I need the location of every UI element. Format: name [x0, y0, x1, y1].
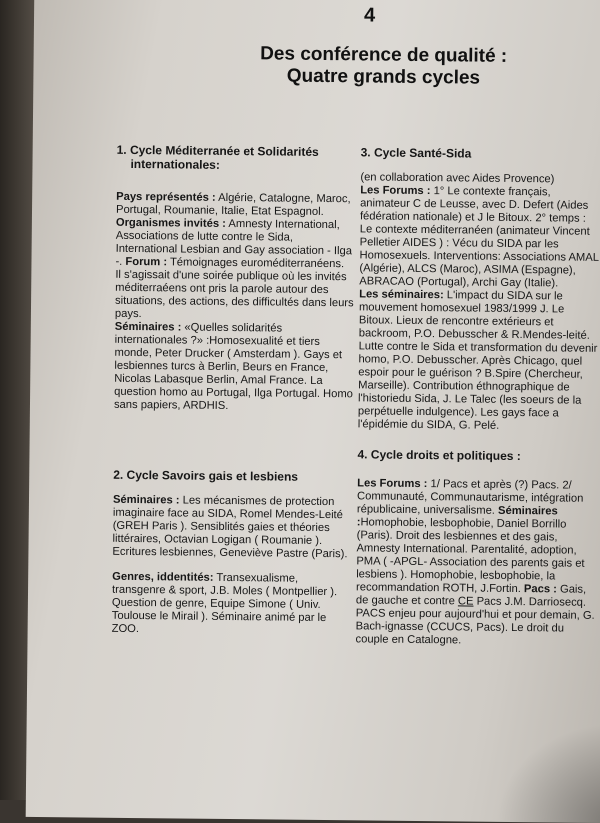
section-3: [358, 145, 600, 433]
title-line-2: Quatre grands cycles: [286, 65, 481, 89]
s4-seminaires-label: Séminaires :: [356, 504, 558, 529]
org-text: Amnesty International, Associations de lutte contre le Sida, International Lesbian and Gay association - Ilga -.: [115, 217, 353, 268]
s3-forums-paragraph: [359, 184, 600, 291]
forum-description: Il s'agissait d'une soirée publique où les invités méditerraéens ont pris la parole autour des situations, des actions, des difficultés dans leurs pays.: [114, 268, 354, 321]
genres-text: Transexualisme, transgenre & sport, J.B. Moles ( Montpellier ). Question de genre, Equipe Simone ( Univ. Toulouse le Mirail ). Séminaire animé par le ZOO.: [111, 571, 338, 636]
s4-seminaires-text: Homophobie, lesbophobie, Daniel Borrillo (Paris). Droit des lesbiennes et des gais, Amnesty International. Parentalité, adoption, PMA ( -APGL- Association des parents gais et lesbiens ). Homophobie, lesbophobie, la recommandation ROTH, J.Fortin.: [356, 516, 585, 596]
forum-text: Témoignages euroméditerranéens.: [167, 256, 345, 271]
seminaires-text: «Quelles solidarités internationales ?» :Homosexualité et tiers monde, Peter Drucker ( Amsterdam ). Gays et lesbiennes turcs à Berlin, Beurs en France, Nicolas Labasque Berlin, Amal France. La question homo au Portugal, Ilga Portugal. Homo sans papiers, ARDHIS.: [113, 321, 353, 412]
pays-paragraph: [115, 191, 356, 272]
section-1-heading-line-2: internationales:: [130, 156, 220, 172]
section-2: [112, 468, 354, 639]
pays-text: Algérie, Catalogne, Maroc, Portugal, Roumanie, Italie, Etat Espagnol.: [115, 191, 351, 218]
title-line-1: Des conférence de qualité :: [260, 43, 508, 67]
s3-forums-text: 1° Le contexte français, animateur C de Leusse, avec D. Defert (Aides fédération nationale) et J le Bitoux. 2° temps : Le contexte méditerranéen (animateur Vincent Pelletier AIDES ) : Vécu du SIDA par les Homosexuels. Interventions: Associations AMAL (Algérie), ALCS (Maroc), ASIMA (Espagne), ABRACAO (Portugal), Archi Gay (Italie).: [359, 185, 599, 290]
section-1-heading: [116, 143, 356, 174]
page-number: 4: [363, 4, 376, 27]
s3-seminaires-text: L'impact du SIDA sur le mouvement homosexuel 1983/1999 J. Le Bitoux. Lieux de rencontre extérieurs et backroom, P.O. Debusscher & R.Mendes-leité. Lutte contre le Sida et transformation du devenir homo, P.O. Debusscher. Après Chicago, quel espoir pour le guérison ? B.Spire (Chercheur, Marseille). Contribution éthnographique de l'historiedu Sida, J. Le Talec (les soeurs de la perpétuelle indulgence). Les gays face a l'épidémie du SIDA, G. Pelé.: [357, 289, 598, 432]
section-3-heading: 3. Cycle Santé-Sida: [360, 145, 472, 161]
s3-seminaires-paragraph: [358, 288, 599, 434]
s2-seminaires-text: Les mécanismes de protection imaginaire face au SIDA, Romel Mendes-Leité (GREH Paris ). Sensiblités gaies et théories littéraires, Octavian Logigan ( Roumanie ). Ecritures lesbiennes, Geneviève Pastre (Paris).: [112, 494, 348, 561]
s2-seminaires-paragraph: [112, 494, 353, 562]
pacs-ce: CE: [457, 595, 474, 608]
spacer: [116, 171, 356, 194]
section-1-heading-line-1: 1. Cycle Méditerranée et Solidarités: [116, 142, 319, 159]
s4-forums-text: 1/ Pacs et après (?) Pacs. 2/ Communauté, Communautarisme, intégration républicaine, universalisme.: [356, 478, 584, 517]
seminaires-label: Séminaires :: [114, 320, 182, 334]
section-1: [114, 143, 357, 414]
section-2-heading: 2. Cycle Savoirs gais et lesbiens: [113, 467, 299, 484]
s2-seminaires-label: Séminaires :: [112, 493, 180, 507]
section-4-heading: 4. Cycle droits et politiques :: [357, 447, 521, 464]
genres-label: Genres, iddentités:: [112, 570, 214, 584]
right-column: [355, 145, 600, 648]
pays-label: Pays représentés :: [116, 190, 216, 204]
genres-paragraph: [112, 571, 353, 639]
pacs-text-a: Gais, de gauche et contre: [355, 583, 587, 608]
s3-seminaires-label: Les séminaires:: [359, 288, 444, 302]
collab-note: (en collaboration avec Aides Provence): [360, 171, 555, 186]
s4-forums-label: Les Forums :: [357, 477, 428, 491]
org-label: Organismes invités :: [115, 216, 227, 230]
seminaires-paragraph: [114, 321, 355, 415]
page-shadow: [496, 722, 600, 823]
document-page: [26, 0, 600, 823]
left-column: [112, 143, 357, 638]
page-title: [183, 43, 583, 91]
section-4: [355, 447, 597, 649]
s3-forums-label: Les Forums :: [360, 184, 431, 198]
spacer: [113, 412, 354, 471]
forum-label: Forum :: [125, 255, 168, 269]
pacs-label: Pacs :: [523, 583, 557, 596]
pacs-text-b: Pacs J.M. Darriosecq. PACS enjeu pour aujourd'hui et pour demain, G. Bach-ignasse (CCUCS, Pacs). Le droit du couple en Catalogne.: [355, 595, 595, 647]
s4-forums-paragraph: [355, 477, 597, 649]
